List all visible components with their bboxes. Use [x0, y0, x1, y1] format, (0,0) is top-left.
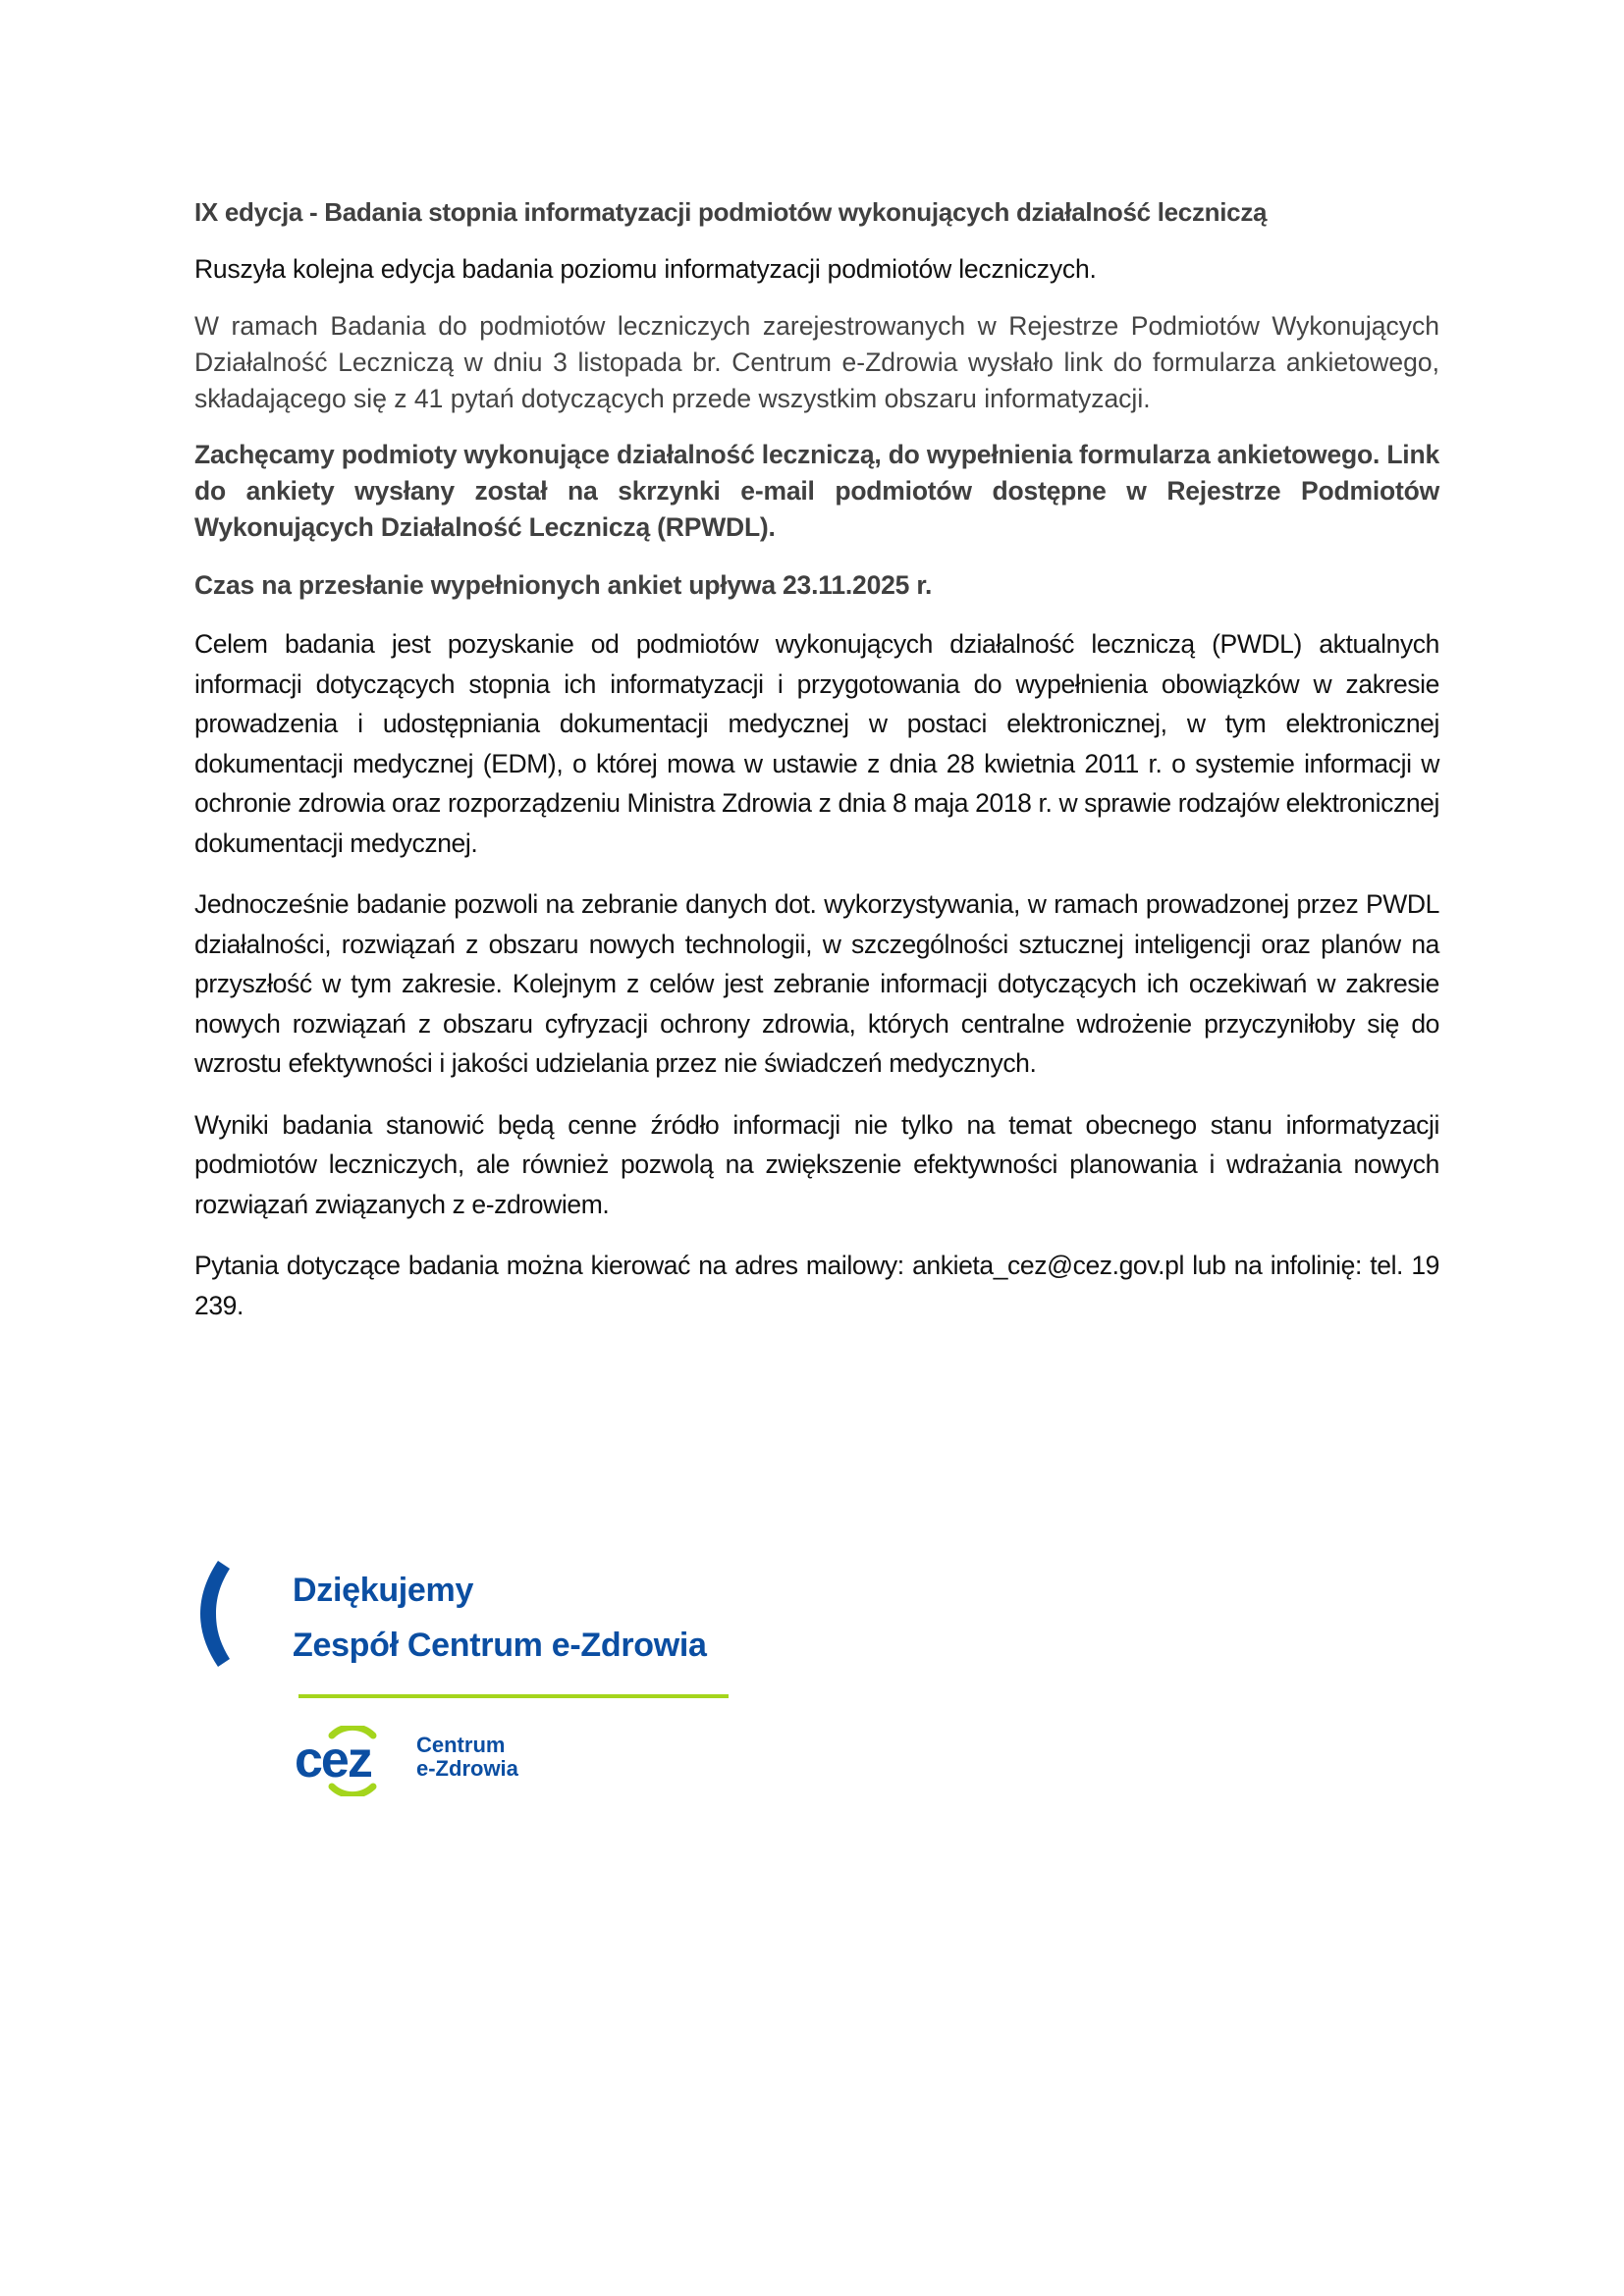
svg-text:cez: cez — [295, 1732, 371, 1789]
contact-prefix: Pytania dotyczące badania można kierować na adres mailowy: — [194, 1251, 913, 1280]
paragraph-ai: Jednocześnie badanie pozwoli na zebranie danych dot. wykorzystywania, w ramach prowadzonej przez PWDL działalności, rozwiązań z obszaru nowych technologii, w szczególności sztucznej inteligencji oraz planów na przyszłość w tym zakresie. Kolejnym z celów jest zebranie informacji dotyczących ich oczekiwań w zakresie nowych rozwiązań z obszaru cyfryzacji ochrony zdrowia, których centralne wdrożenie przyczyniłoby się do wzrostu efektywności i jakości udzielania przez nie świadczeń medycznych. — [194, 889, 1439, 1078]
paragraph-contact — [194, 1246, 1439, 1325]
paragraph-encouragement: Zachęcamy podmioty wykonujące działalność leczniczą, do wypełnienia formularza ankietowego. Link do ankiety wysłany został na skrzynki e-mail podmiotów dostępne w Rejestrze Podmiotów Wykonujących Działalność Leczniczą (RPWDL). — [194, 440, 1439, 542]
signature-team: Zespół Centrum e-Zdrowia — [293, 1627, 707, 1664]
deadline-text: Czas na przesłanie wypełnionych ankiet upływa 23.11.2025 r. — [194, 570, 933, 600]
signature-thanks: Dziękujemy — [293, 1572, 474, 1609]
contact-email-link[interactable]: ankieta_cez@cez.gov.pl — [912, 1251, 1184, 1280]
paragraph-survey-info: W ramach Badania do podmiotów leczniczych zarejestrowanych w Rejestrze Podmiotów Wykonujących Działalność Leczniczą w dniu 3 listopada br. Centrum e-Zdrowia wysłało link do formularza ankietowego, składającego się z 41 pytań dotyczących przede wszystkim obszaru informatyzacji. — [194, 311, 1439, 413]
cez-logo-mark-icon — [295, 1726, 412, 1796]
paragraph-results: Wyniki badania stanowić będą cenne źródło informacji nie tylko na temat obecnego stanu informatyzacji podmiotów leczniczych, ale również pozwolą na zwiększenie efektywności planowania i wdrażania nowych rozwiązań związanych z e-zdrowiem. — [194, 1109, 1439, 1219]
document-body — [194, 194, 1439, 1347]
signature-divider — [298, 1694, 729, 1698]
logo-line-centrum: Centrum — [416, 1733, 506, 1757]
intro-text: Ruszyła kolejna edycja badania poziomu informatyzacji podmiotów leczniczych. — [194, 254, 1097, 284]
logo-line-ezdrowia: e-Zdrowia — [416, 1756, 518, 1781]
cez-logo — [295, 1726, 518, 1801]
contact-phone: lub na infolinię: tel. 19 239. — [194, 1251, 1440, 1320]
logo-text — [416, 1734, 518, 1781]
signature-text — [293, 1563, 707, 1673]
paragraph-goal: Celem badania jest pozyskanie od podmiotów wykonujących działalność leczniczą (PWDL) aktualnych informacji dotyczących stopnia ich informatyzacji i przygotowania do wypełnienia obowiązków w zakresie prowadzenia i udostępniania dokumentacji medycznej w postaci elektronicznej, w tym elektronicznej dokumentacji medycznej (EDM), o której mowa w ustawie z dnia 28 kwietnia 2011 r. o systemie informacji w ochronie zdrowia oraz rozporządzeniu Ministra Zdrowia z dnia 8 maja 2018 r. w sprawie rodzajów elektronicznej dokumentacji medycznej. — [194, 629, 1439, 858]
bracket-icon — [194, 1559, 234, 1669]
document-title: IX edycja - Badania stopnia informatyzacji podmiotów wykonujących działalność leczniczą — [194, 197, 1268, 227]
